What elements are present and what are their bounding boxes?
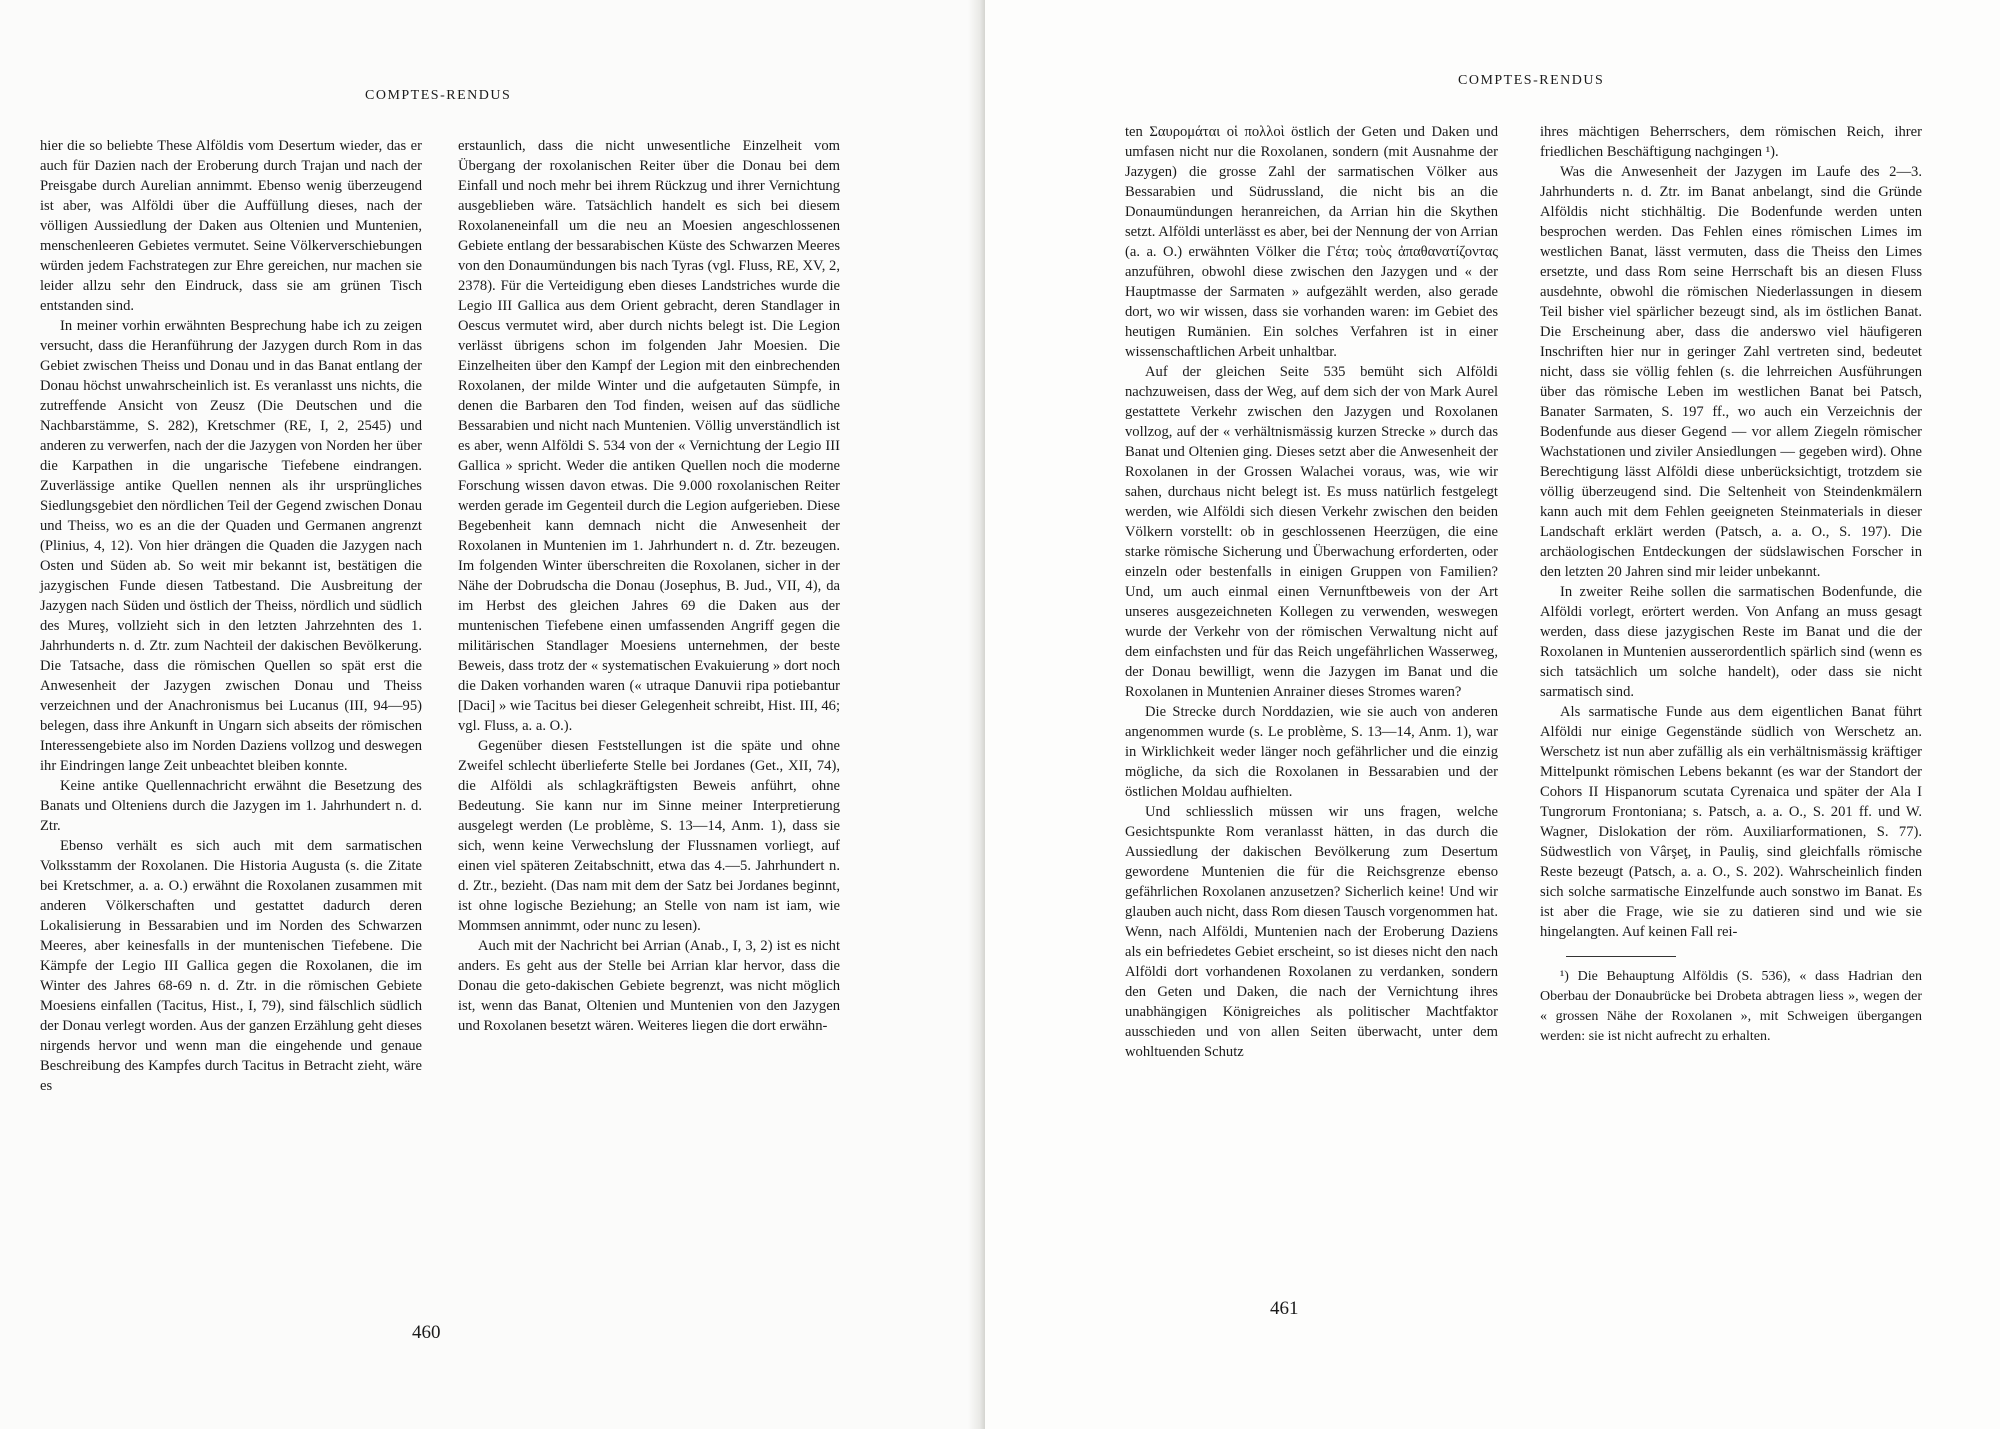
paragraph: Als sarmatische Funde aus dem eigentlichen Banat führt Alföldi nur einige Gegenstände südlich von Werschetz an. Werschetz ist nun aber zufällig als ein verhältnismässig kräftiger Mittelpunkt römischen Lebens bekannt (es war der Standort der Cohors II Hispanorum scutata Cyrenaica und später der Ala I Tungrorum Frontoniana; s. Patsch, a. a. O., S. 201 ff. und W. Wagner, Dislokation der röm. Auxiliarformationen, S. 77). Südwestlich von Vârşeţ, in Pauliş, sind gleichfalls römische Reste bezeugt (Patsch, a. a. O., S. 202). Wahrscheinlich finden sich solche sarmatische Einzelfunde auch sonstwo im Banat. Es ist aber die Frage, wie sie zu datieren sind und wie sie hingelangten. Auf keinen Fall rei- [1540,704,1922,940]
right-page [985,0,2000,1429]
page-number-right: 461 [1270,1298,1299,1319]
right-page-column-2 [1540,122,1922,1047]
page-number-left: 460 [412,1322,441,1343]
paragraph: Die Strecke durch Norddazien, wie sie auch von anderen angenommen wurde (s. Le problème, S. 13—14, Anm. 1), war in Wirklichkeit weder länger noch gefährlicher und die einzig mögliche, da sich die Roxolanen in Bessarabien und der östlichen Moldau aufhielten. [1125,704,1498,800]
paragraph: Keine antike Quellennachricht erwähnt die Besetzung des Banats und Olteniens durch die Jazygen im 1. Jahrhundert n. d. Ztr. [40,778,422,834]
paragraph: Ebenso verhält es sich auch mit dem sarmatischen Volksstamm der Roxolanen. Die Historia Augusta (s. die Zitate bei Kretschmer, a. a. O.) erwähnt die Roxolanen zusammen mit anderen Völkerschaften und gestattet dadurch deren Lokalisierung in Bessarabien und im Norden des Schwarzen Meeres, aber keinesfalls in der muntenischen Tiefebene. Die Kämpfe der Legio III Gallica gegen die Roxolanen, die im Winter des Jahres 68-69 n. d. Ztr. in die römischen Gebiete Moesiens einfallen (Tacitus, Hist., I, 79), sind fälschlich südlich der Donau verlegt worden. Aus der ganzen Erzählung geht dieses nirgends hervor und wenn man die eingehende und genaue Beschreibung des Kampfes durch Tacitus in Betracht zieht, wäre es [40,838,422,1094]
footnote-rule [1566,956,1676,957]
paragraph: erstaunlich, dass die nicht unwesentliche Einzelheit vom Übergang der roxolanischen Reiter über die Donau bei dem Einfall und noch mehr bei ihrem Rückzug und ihrer Vernichtung ausgeblieben wäre. Tatsächlich handelt es sich bei diesem Roxolaneneinfall um die neu an Moesien angeschlossenen Gebiete entlang der bessarabischen Küste des Schwarzen Meeres von den Donaumündungen bis nach Tyras (vgl. Fluss, RE, XV, 2, 2378). Für die Verteidigung eben dieses Landstriches wurde die Legio III Gallica aus dem Orient gebracht, deren Standlager in Oescus vermutet wird, aber durch nichts belegt ist. Die Legion verlässt übrigens schon im folgenden Jahr Moesien. Die Einzelheiten über den Kampf der Legion mit den einbrechenden Roxolanen, der milde Winter und die aufgetauten Sümpfe, in denen die Barbaren den Tod finden, weisen auf das südliche Bessarabien und nicht nach Muntenien. Völlig unverständlich ist es aber, wenn Alföldi S. 534 von der « Vernichtung der Legio III Gallica » spricht. Weder die antiken Quellen noch die moderne Forschung wissen davon etwas. Die 9.000 roxolanischen Reiter werden gerade im Gegenteil durch die Legion aufgerieben. Diese Begebenheit kann demnach nicht die Anwesenheit der Roxolanen in Muntenien im 1. Jahrhundert n. d. Ztr. bezeugen. Im folgenden Winter überschreiten die Roxolanen, sicher in der Nähe der Dobrudscha die Donau (Josephus, B. Jud., VII, 4), da im Herbst des gleichen Jahres 69 die Daken aus der muntenischen Tiefebene einen umfassenden Angriff gegen die militärischen Standlager Moesiens unternehmen, der beste Beweis, dass trotz der « systematischen Evakuierung » dort noch die Daken vorhanden waren (« utraque Danuvii ripa potiebantur [Daci] » wie Tacitus bei dieser Gelegenheit schreibt, Hist. III, 46; vgl. Fluss, a. a. O.). [458,138,840,734]
paragraph: Was die Anwesenheit der Jazygen im Laufe des 2—3. Jahrhunderts n. d. Ztr. im Banat anbelangt, sind die Gründe Alföldis nicht stichhältig. Die Bodenfunde werden unten besprochen werden. Das Fehlen eines römischen Limes im westlichen Banat, lässt vermuten, dass die Theiss den Limes ersetzte, und dass Rom seine Herrschaft bis an diesen Fluss ausdehnte, obwohl die römischen Niederlassungen in diesem Teil bisher viel spärlicher bezeugt sind, als im östlichen Banat. Die Erscheinung aber, dass die anderswo viel häufigeren Inschriften hier nur in geringer Zahl vertreten sind, bedeutet nicht, dass sie völlig fehlen (s. die lehrreichen Ausführungen über das römische Leben im westlichen Banat bei Patsch, Banater Sarmaten, S. 197 ff., wo auch ein Verzeichnis der Bodenfunde aus dieser Gegend — vor allem Ziegeln römischer Wachstationen und ziviler Ansiedlungen — gegeben wird). Ohne Berechtigung lässt Alföldi diese unberücksichtigt, trotzdem sie völlig überzeugend sind. Die Seltenheit von Steindenkmälern kann auch mit dem Fehlen geeigneten Steinmaterials in dieser Landschaft erklärt werden (Patsch, a. a. O., S. 197). Die archäologischen Entdeckungen der südslawischen Forscher in den letzten 20 Jahren sind mir leider unbekannt. [1540,164,1922,580]
left-page-column-1 [40,136,422,1096]
left-page [0,0,985,1429]
paragraph: ihres mächtigen Beherrschers, dem römischen Reich, ihrer friedlichen Beschäftigung nachgingen ¹). [1540,124,1922,160]
footnote: ¹) Die Behauptung Alföldis (S. 536), « dass Hadrian den Oberbau der Donaubrücke bei Drobeta abtragen liess », wegen der « grossen Nähe der Roxolanen », mit Schweigen übergangen werden: sie ist nicht aufrecht zu erhalten. [1540,969,1922,1044]
paragraph: Und schliesslich müssen wir uns fragen, welche Gesichtspunkte Rom veranlasst hätten, in das durch die Aussiedlung der dakischen Bevölkerung zum Desertum gewordene Muntenien die für die Reichsgrenze ebenso gefährlichen Roxolanen anzusetzen? Sicherlich keine! Und wir glauben auch nicht, dass Rom diesen Tausch vorgenommen hat. Wenn, nach Alföldi, Muntenien nach der Eroberung Daziens als ein befriedetes Gebiet erscheint, so ist dieses nicht den nach Alföldi dort vorhandenen Roxolanen zu verdanken, sondern den Geten und Daken, die nach der Vernichtung ihres unabhängigen Königreiches als politischer Machtfaktor ausschieden und von allen Seiten überwacht, unter dem wohltuenden Schutz [1125,804,1498,1060]
paragraph: In meiner vorhin erwähnten Besprechung habe ich zu zeigen versucht, dass die Heranführung der Jazygen durch Rom in das Gebiet zwischen Theiss und Donau und in das Banat entlang der Donau höchst unwahrscheinlich ist. Es veranlasst uns nichts, die zutreffende Ansicht von Zeusz (Die Deutschen und die Nachbarstämme, S. 282), Kretschmer (RE, I, 2, 2545) und anderen zu verwerfen, nach der die Jazygen von Norden her über die Karpathen in die ungarische Tiefebene eindrangen. Zuverlässige antike Quellen nennen als ihr ursprüngliches Siedlungsgebiet den nördlichen Teil der Gegend zwischen Donau und Theiss, wo es an die der Quaden und Germanen angrenzt (Plinius, 4, 12). Von hier drängen die Quaden die Jazygen nach Osten und Süden ab. So weit mir bekannt ist, bestätigen die jazygischen Funde diesen Tatbestand. Die Ausbreitung der Jazygen nach Süden und östlich der Theiss, nördlich und südlich des Mureş, vollzieht sich in den letzten Jahrzehnten des 1. Jahrhunderts n. d. Ztr. zum Nachteil der dakischen Bevölkerung. Die Tatsache, dass die römischen Quellen so spät erst die Anwesenheit der Jazygen zwischen Donau und Theiss verzeichnen und der Anachronismus bei Lucanus (III, 94—95) belegen, dass ihre Ankunft in Ungarn sich abseits der römischen Interessengebiete also im Norden Daziens vollzog und deswegen ihr Eindringen lange Zeit unbeachtet bleiben konnte. [40,318,422,774]
paragraph: hier die so beliebte These Alföldis vom Desertum wieder, das er auch für Dazien nach der Eroberung durch Trajan und nach der Preisgabe durch Aurelian annimmt. Ebenso wenig überzeugend ist aber, was Alföldi über die Auffüllung dieses, nach der völligen Aussiedlung der Daken aus Oltenien und Muntenien, menschenleeren Gebietes vermutet. Seine Völkerverschiebungen würden jedem Fachstrategen zur Ehre gereichen, nur machen sie leider allzu sehr den Eindruck, dass sie am grünen Tisch entstanden sind. [40,138,422,314]
running-head-right: COMPTES-RENDUS [1458,73,1605,88]
running-head-left: COMPTES-RENDUS [365,88,512,103]
paragraph: In zweiter Reihe sollen die sarmatischen Bodenfunde, die Alföldi vorlegt, erörtert werden. Von Anfang an muss gesagt werden, dass diese jazygischen Reste im Banat und die der Roxolanen in Muntenien ausserordentlich spärlich sind (wenn es sich tatsächlich um solche handelt), oder dass sie nicht sarmatisch sind. [1540,584,1922,700]
paragraph: Gegenüber diesen Feststellungen ist die späte und ohne Zweifel schlecht überlieferte Stelle bei Jordanes (Get., XII, 74), die Alföldi als schlagkräftigsten Beweis anführt, ohne Bedeutung. Sie kann nur im Sinne meiner Interpretierung ausgelegt werden (Le problème, S. 13—14, Anm. 1), dass sie sich, wenn keine Verwechslung der Flussnamen vorliegt, auf einen viel späteren Zeitabschnitt, etwa das 4.—5. Jahrhundert n. d. Ztr., bezieht. (Das nam mit dem der Satz bei Jordanes beginnt, ist ohne logische Beziehung; an Stelle von nam ist iam, wie Mommsen annimmt, oder nunc zu lesen). [458,738,840,934]
paragraph: Auch mit der Nachricht bei Arrian (Anab., I, 3, 2) ist es nicht anders. Es geht aus der Stelle bei Arrian klar hervor, dass die Donau die geto-dakischen Gebiete begrenzt, was nicht möglich ist, wenn das Banat, Oltenien und Muntenien von den Jazygen und Roxolanen besetzt wären. Weiteres liegen die dort erwähn- [458,938,840,1034]
paragraph: Auf der gleichen Seite 535 bemüht sich Alföldi nachzuweisen, dass der Weg, auf dem sich der von Mark Aurel gestattete Verkehr zwischen den Jazygen und Roxolanen vollzog, auf der « verhältnismässig kurzen Strecke » durch das Banat und Oltenien ging. Dieses setzt aber die Anwesenheit der Roxolanen in der Grossen Walachei voraus, was, wie wir sahen, durchaus nicht belegt ist. Es muss natürlich festgelegt werden, wie Alföldi sich diesen Verkehr zwischen den beiden Völkern vorstellt: ob in geschlossenen Heerzügen, die eine starke römische Sicherung und Überwachung erforderten, oder einzeln oder bestenfalls in einigen Gruppen von Familien? Und, um auch einmal einen Vernunftbeweis von der Art unseres ausgezeichneten Kollegen zu verwenden, weswegen wurde der Verkehr von der römischen Verwaltung nicht auf dem einfachsten und für das Reich ungefährlichen Wasserweg, der Donau bewilligt, wenn die Jazygen im Banat und die Roxolanen in Muntenien Anrainer dieses Stromes waren? [1125,364,1498,700]
left-page-column-2 [458,136,840,1036]
right-page-column-1 [1125,122,1498,1062]
paragraph: ten Σαυρομάται οἱ πολλοὶ östlich der Geten und Daken und umfasen nicht nur die Roxolanen, sondern (mit Ausnahme der Jazygen) die grosse Zahl der sarmatischen Völker aus Bessarabien und Südrussland, die nicht bis an die Donaumündungen heranreichen, da Arrian hin die Skythen setzt. Alföldi unterlässt es aber, bei der Nennung der von Arrian (a. a. O.) erwähnten Völker die Γέτα; τοὺς ἀπαθανατίζοντας anzuführen, obwohl diese zwischen den Jazygen und « der Hauptmasse der Sarmaten » aufgezählt werden, also gerade dort, wo wir wissen, dass sie vorhanden waren: im Gebiet des heutigen Rumänien. Ein solches Verfahren ist in einer wissenschaftlichen Arbeit unhaltbar. [1125,124,1498,360]
